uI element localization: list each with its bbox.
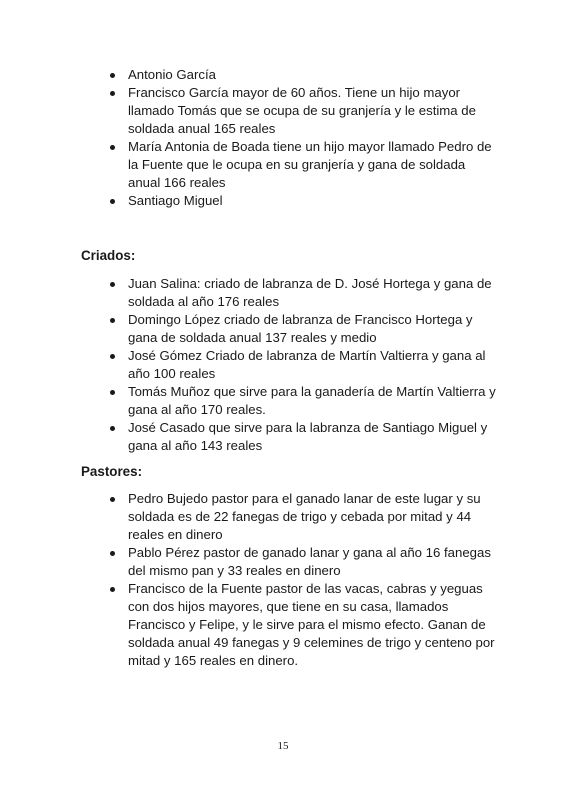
pastores-list xyxy=(108,490,498,670)
list-item-text: Antonio García xyxy=(128,67,216,82)
list-item xyxy=(108,311,498,347)
bullet-icon xyxy=(110,497,115,502)
bullet-icon xyxy=(110,318,115,323)
list-item-text: José Gómez Criado de labranza de Martín Valtierra y gana al año 100 reales xyxy=(128,348,486,381)
bullet-icon xyxy=(110,426,115,431)
list-item-text: María Antonia de Boada tiene un hijo mayor llamado Pedro de la Fuente que le ocupa en su granjería y gana de soldada anual 166 reales xyxy=(128,139,492,190)
list-item-text: Pedro Bujedo pastor para el ganado lanar de este lugar y su soldada es de 22 fanegas de trigo y cebada por mitad y 44 reales en dinero xyxy=(128,491,481,542)
list-item-text: Pablo Pérez pastor de ganado lanar y gana al año 16 fanegas del mismo pan y 33 reales en dinero xyxy=(128,545,491,578)
list-item xyxy=(108,490,498,544)
bullet-icon xyxy=(110,551,115,556)
list-item xyxy=(108,383,498,419)
list-item xyxy=(108,192,498,210)
list-item xyxy=(108,84,498,138)
list-item xyxy=(108,544,498,580)
list-item xyxy=(108,580,498,670)
criados-list xyxy=(108,275,498,455)
list-item xyxy=(108,66,498,84)
list-item-text: Francisco de la Fuente pastor de las vacas, cabras y yeguas con dos hijos mayores, que tiene en su casa, llamados Francisco y Felipe, y le sirve para el mismo efecto. Ganan de soldada anual 49 fanegas y 9 celemines de trigo y centeno por mitad y 165 reales en dinero. xyxy=(128,581,495,668)
list-item-text: José Casado que sirve para la labranza de Santiago Miguel y gana al año 143 reales xyxy=(128,420,488,453)
list-item-text: Juan Salina: criado de labranza de D. José Hortega y gana de soldada al año 176 reales xyxy=(128,276,492,309)
list-item xyxy=(108,419,498,455)
list-item-text: Domingo López criado de labranza de Francisco Hortega y gana de soldada anual 137 reales y medio xyxy=(128,312,473,345)
list-item-text: Tomás Muñoz que sirve para la ganadería de Martín Valtierra y gana al año 170 reales. xyxy=(128,384,496,417)
bullet-icon xyxy=(110,282,115,287)
bullet-icon xyxy=(110,145,115,150)
list-item-text: Santiago Miguel xyxy=(128,193,223,208)
bullet-icon xyxy=(110,199,115,204)
list-item xyxy=(108,275,498,311)
bullet-icon xyxy=(110,354,115,359)
bullet-icon xyxy=(110,91,115,96)
pastores-heading: Pastores: xyxy=(81,464,143,479)
criados-heading: Criados: xyxy=(81,248,136,263)
bullet-icon xyxy=(110,587,115,592)
owners-list xyxy=(108,66,498,210)
page-number: 15 xyxy=(277,740,289,752)
list-item xyxy=(108,138,498,192)
bullet-icon xyxy=(110,73,115,78)
bullet-icon xyxy=(110,390,115,395)
list-item xyxy=(108,347,498,383)
list-item-text: Francisco García mayor de 60 años. Tiene un hijo mayor llamado Tomás que se ocupa de su granjería y le estima de soldada anual 165 reales xyxy=(128,85,476,136)
